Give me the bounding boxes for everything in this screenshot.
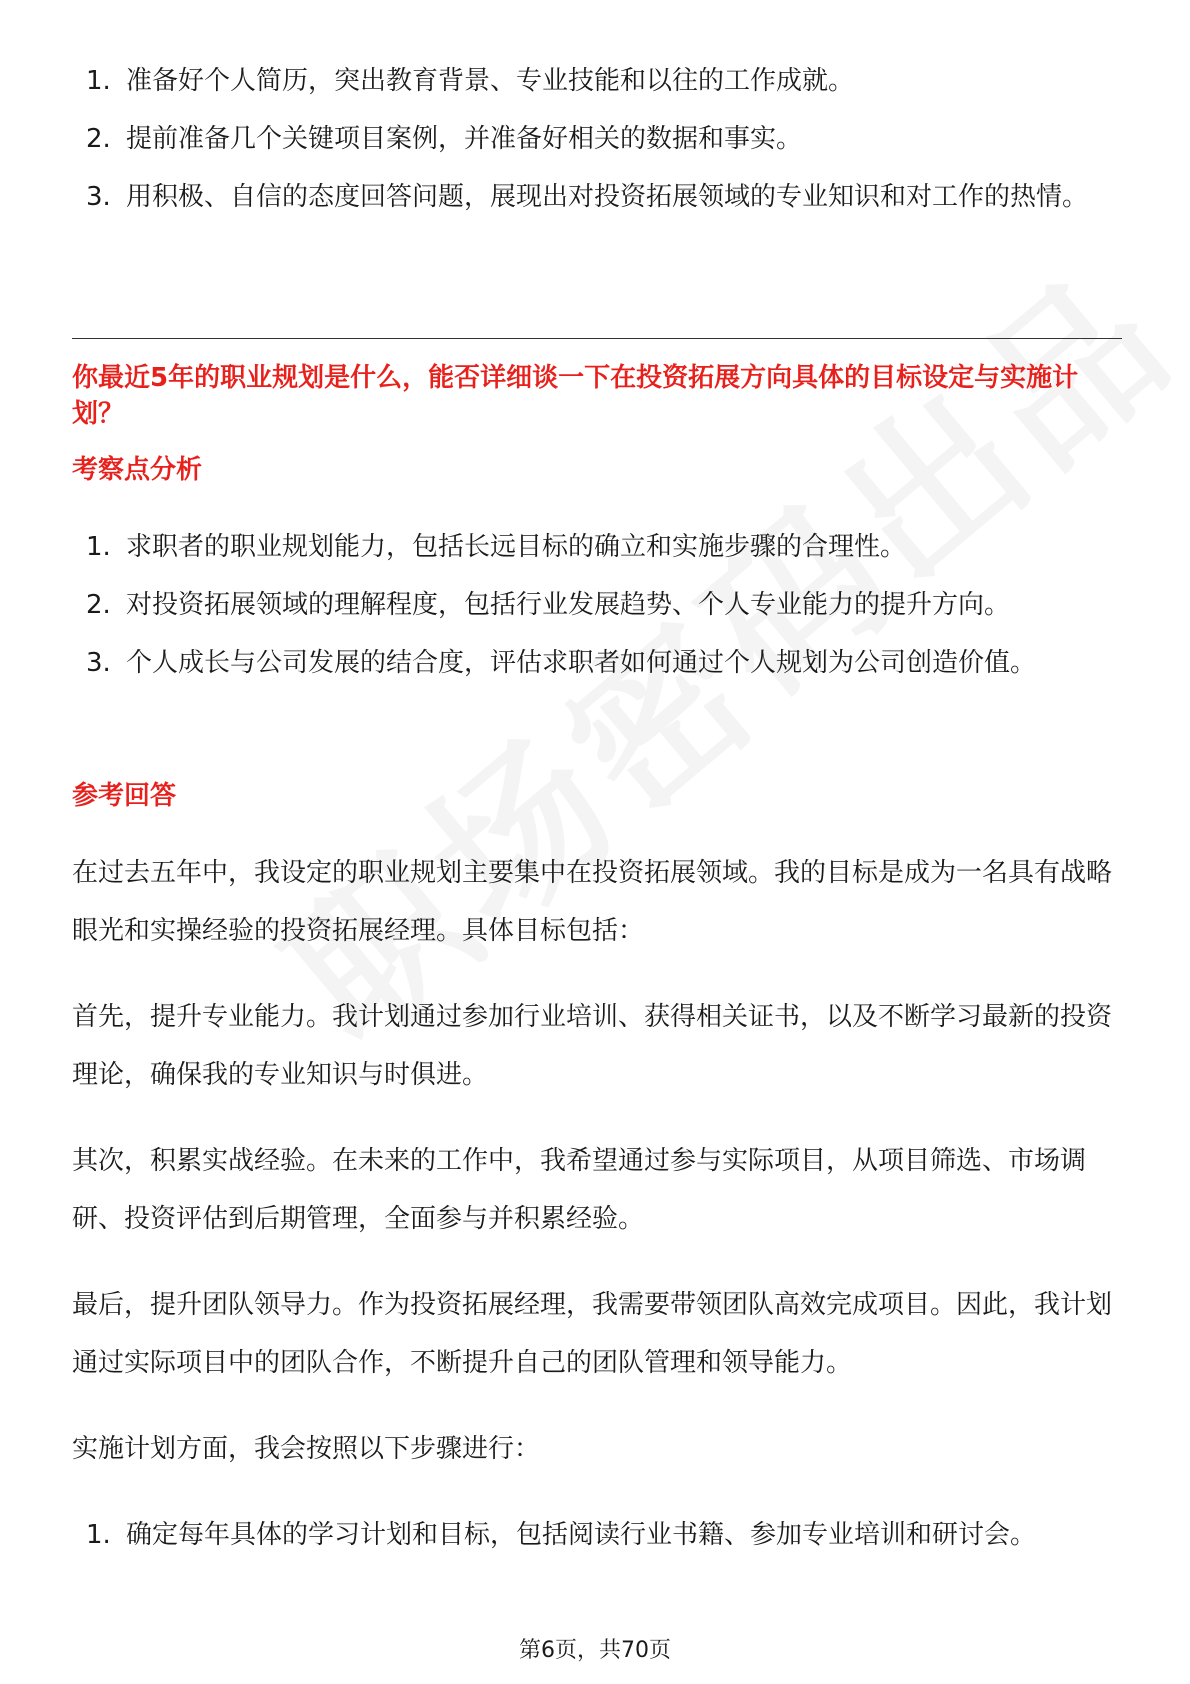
- answer-paragraph: 实施计划方面，我会按照以下步骤进行：: [72, 1434, 541, 1464]
- analysis-heading: 考察点分析: [72, 455, 203, 485]
- list-item: [72, 168, 1122, 226]
- list-number: 2.: [86, 124, 111, 154]
- list-item: [72, 110, 1122, 168]
- page-footer: 第6页，共70页: [519, 1638, 671, 1663]
- question-heading: 你最近5年的职业规划是什么，能否详细谈一下在投资拓展方向具体的目标设定与实施计划？: [72, 363, 1079, 429]
- answer-heading: 参考回答: [72, 781, 177, 811]
- answer-paragraph: 最后，提升团队领导力。作为投资拓展经理，我需要带领团队高效完成项目。因此，我计划通过实际项目中的团队合作，不断提升自己的团队管理和领导能力。: [72, 1290, 1113, 1378]
- list-item: [72, 634, 1122, 692]
- section-divider: [72, 338, 1122, 339]
- list-item: [72, 518, 1122, 576]
- answer-paragraph: 首先，提升专业能力。我计划通过参加行业培训、获得相关证书，以及不断学习最新的投资理论，确保我的专业知识与时俱进。: [72, 1002, 1113, 1090]
- list-item-text: 个人成长与公司发展的结合度，评估求职者如何通过个人规划为公司创造价值。: [126, 648, 1037, 678]
- list-number: 1.: [86, 532, 111, 562]
- list-item: [72, 52, 1122, 110]
- answer-paragraph: 其次，积累实战经验。在未来的工作中，我希望通过参与实际项目，从项目筛选、市场调研、投资评估到后期管理，全面参与并积累经验。: [72, 1146, 1087, 1234]
- list-item-text: 用积极、自信的态度回答问题，展现出对投资拓展领域的专业知识和对工作的热情。: [126, 182, 1089, 212]
- tips-list: [72, 52, 1122, 226]
- list-item-text: 提前准备几个关键项目案例，并准备好相关的数据和事实。: [126, 124, 803, 154]
- list-number: 3.: [86, 648, 111, 678]
- list-item-text: 确定每年具体的学习计划和目标，包括阅读行业书籍、参加专业培训和研讨会。: [126, 1520, 1037, 1550]
- list-number: 2.: [86, 590, 111, 620]
- answer-paragraph: 在过去五年中，我设定的职业规划主要集中在投资拓展领域。我的目标是成为一名具有战略眼光和实操经验的投资拓展经理。具体目标包括：: [72, 858, 1113, 946]
- analysis-list: [72, 518, 1122, 692]
- list-number: 1.: [86, 66, 111, 96]
- list-number: 1.: [86, 1520, 111, 1550]
- list-item-text: 求职者的职业规划能力，包括长远目标的确立和实施步骤的合理性。: [126, 532, 907, 562]
- list-item: [72, 1506, 1122, 1564]
- list-item: [72, 576, 1122, 634]
- plan-list: [72, 1506, 1122, 1564]
- list-item-text: 对投资拓展领域的理解程度，包括行业发展趋势、个人专业能力的提升方向。: [126, 590, 1011, 620]
- list-item-text: 准备好个人简历，突出教育背景、专业技能和以往的工作成就。: [126, 66, 855, 96]
- list-number: 3.: [86, 182, 111, 212]
